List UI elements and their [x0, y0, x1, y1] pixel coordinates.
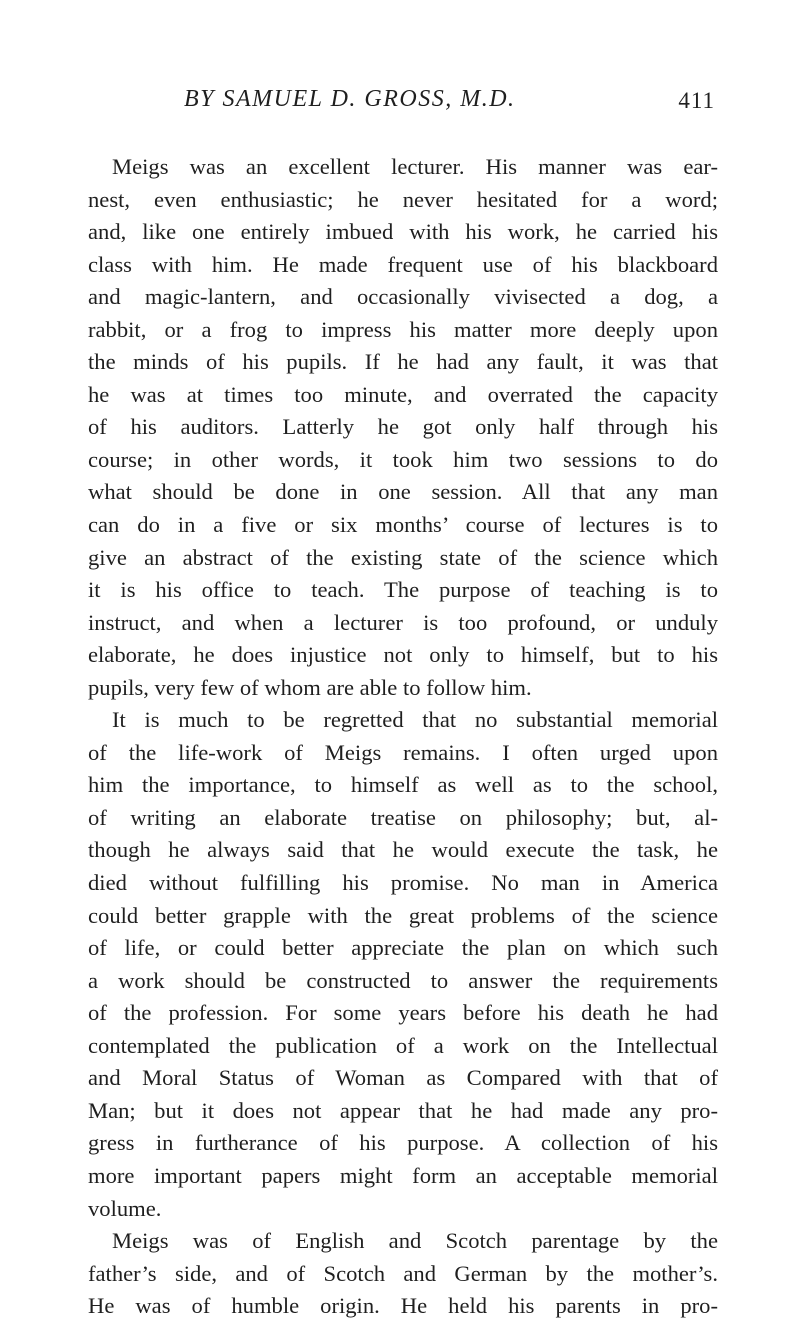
text-line: more important papers might form an acceptable memorial [88, 1162, 718, 1188]
text-line: course; in other words, it took him two sessions to do [88, 446, 718, 472]
book-page [88, 86, 718, 1323]
text-line: class with him. He made frequent use of his blackboard [88, 251, 718, 277]
text-line: and, like one entirely imbued with his work, he carried his [88, 219, 718, 245]
text-line: the minds of his pupils. If he had any fault, it was that [88, 349, 718, 375]
text-line: nest, even enthusiastic; he never hesitated for a word; [88, 186, 718, 212]
text-line: volume. [88, 1195, 162, 1221]
text-line: Meigs was an excellent lecturer. His manner was ear- [112, 154, 718, 179]
body-text [88, 151, 718, 1323]
text-line: He was of humble origin. He held his parents in pro- [88, 1293, 718, 1319]
text-line: though he always said that he would execute the task, he [88, 837, 718, 863]
text-line: of life, or could better appreciate the plan on which such [88, 935, 718, 961]
text-line: of his auditors. Latterly he got only half through his [88, 414, 718, 440]
text-line: what should be done in one session. All that any man [88, 479, 718, 505]
text-line: instruct, and when a lecturer is too profound, or unduly [88, 609, 718, 635]
text-line: can do in a five or six months’ course of lectures is to [88, 512, 718, 538]
text-line: gress in furtherance of his purpose. A collection of his [88, 1130, 718, 1156]
text-line: it is his office to teach. The purpose of teaching is to [88, 577, 718, 603]
running-head-title: BY SAMUEL D. GROSS, M.D. [184, 86, 516, 112]
text-line: It is much to be regretted that no substantial memorial [112, 707, 718, 733]
text-line: contemplated the publication of a work on the Intellectual [88, 1032, 718, 1058]
text-line: of the profession. For some years before his death he had [88, 1000, 718, 1026]
text-line: and magic-lantern, and occasionally vivisected a dog, a [88, 284, 718, 310]
page-number: 411 [678, 88, 715, 113]
text-line: Man; but it does not appear that he had made any pro- [88, 1097, 718, 1123]
text-line: and Moral Status of Woman as Compared with that of [88, 1065, 718, 1091]
text-line: he was at times too minute, and overrated the capacity [88, 381, 718, 407]
text-line: pupils, very few of whom are able to follow him. [88, 674, 532, 700]
text-line: give an abstract of the existing state of the science which [88, 544, 718, 570]
text-line: rabbit, or a frog to impress his matter more deeply upon [88, 316, 718, 342]
text-line: Meigs was of English and Scotch parentage by the [112, 1228, 718, 1254]
text-line: could better grapple with the great problems of the science [88, 902, 718, 928]
text-line: of writing an elaborate treatise on philosophy; but, al- [88, 804, 718, 830]
text-line: of the life-work of Meigs remains. I often urged upon [88, 739, 718, 765]
text-line: him the importance, to himself as well as to the school, [88, 772, 718, 798]
text-line: a work should be constructed to answer the requirements [88, 967, 718, 993]
text-line: died without fulfilling his promise. No man in America [88, 870, 718, 896]
running-head [88, 86, 718, 130]
text-line: elaborate, he does injustice not only to himself, but to his [88, 642, 718, 668]
text-line: father’s side, and of Scotch and German by the mother’s. [88, 1260, 718, 1286]
